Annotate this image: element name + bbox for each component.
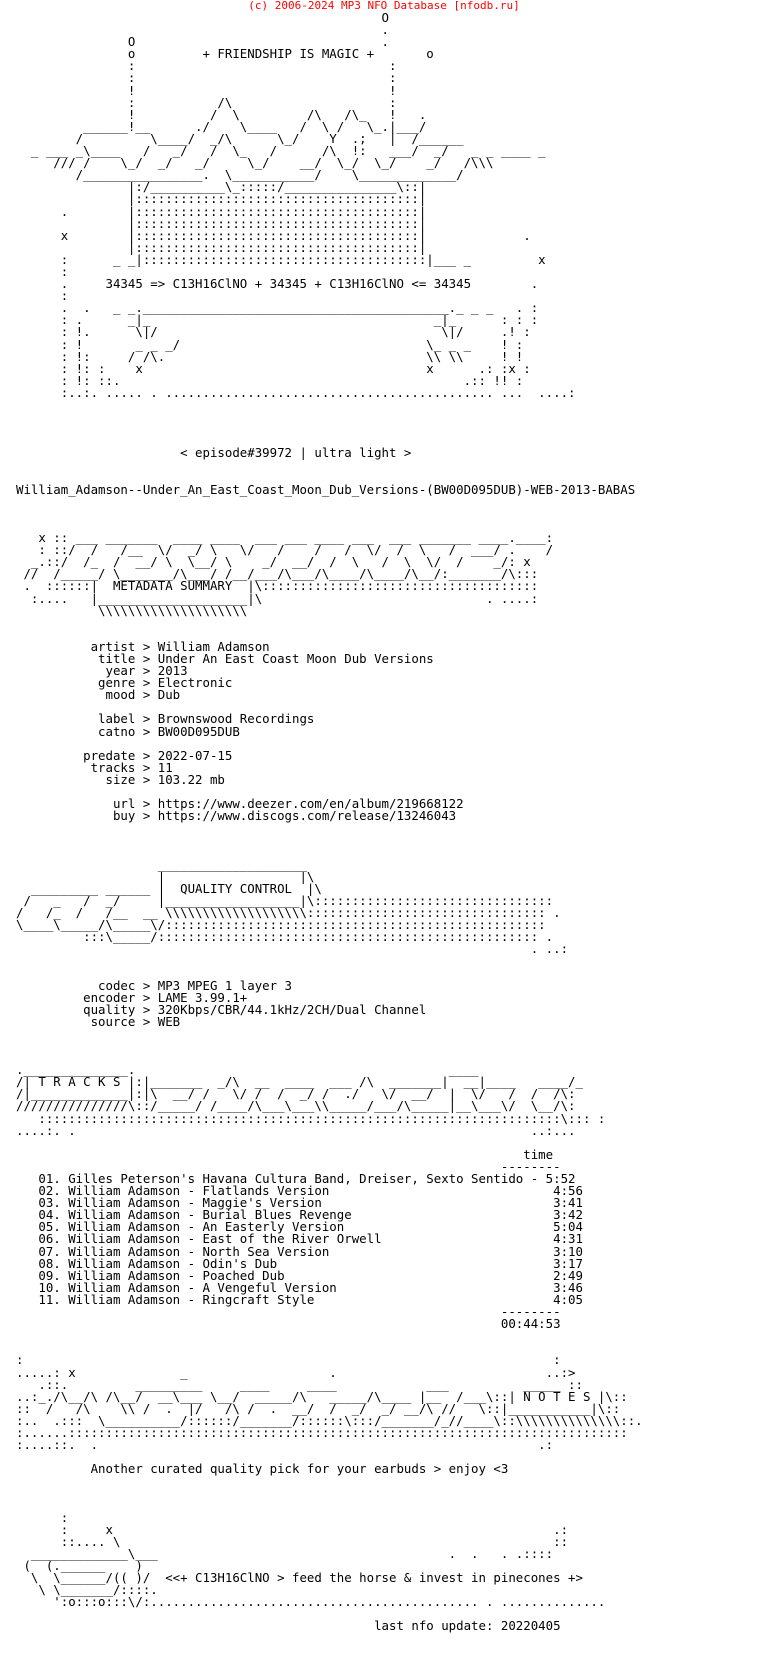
nfo-line: encoder > LAME 3.99.1+ <box>16 989 248 1005</box>
nfo-line: catno > BW00D095DUB <box>16 723 240 739</box>
nfo-line: : !: ::. .:: !! : <box>16 372 524 388</box>
nfo-line: : : <box>16 58 397 74</box>
nfo-line: x |::::::::::::::::::::::::::::::::::::::| . <box>16 227 531 243</box>
nfo-line: . . _ _._________________________________________._ _ _ . : <box>16 300 539 316</box>
nfo-line: _ ___ _\____ / _/ / \_ / /\ !: ___/ _/ _ _ ____ _ <box>16 143 546 159</box>
nfo-line: / _ / _/ |__________________|\:::::::::::::::::::::::::::::::: <box>16 892 554 908</box>
nfo-line: 04. William Adamson - Burial Blues Revenge 3:42 <box>16 1207 583 1223</box>
nfo-line: title > Under An East Coast Moon Dub Versions <box>16 650 434 666</box>
nfo-line: \\\\\\\\\\\\\\\\\\\\ <box>16 602 248 618</box>
nfo-line: O . <box>16 34 389 50</box>
nfo-line: ____________________ <box>16 856 307 872</box>
nfo-line: Another curated quality pick for your earbuds > enjoy <3 <box>16 1461 509 1477</box>
nfo-line: o + FRIENDSHIP IS MAGIC + o <box>16 46 434 62</box>
nfo-line: genre > Electronic <box>16 675 233 691</box>
nfo-line: |::::::::::::::::::::::::::::::::::::::| <box>16 191 427 207</box>
nfo-line: /________________. \___________/ \_____________/ <box>16 167 464 183</box>
nfo-line: : : <box>16 70 397 86</box>
nfo-line: buy > https://www.discogs.com/release/13246043 <box>16 808 457 824</box>
nfo-line: label > Brownswood Recordings <box>16 711 315 727</box>
nfo-line: 09. William Adamson - Poached Dub 2:49 <box>16 1267 583 1283</box>
nfo-line: predate > 2022-07-15 <box>16 747 233 763</box>
nfo-line: .....: x _ . ..:> <box>16 1364 576 1380</box>
nfo-text-block <box>16 12 764 1633</box>
nfo-line: . <box>16 22 389 38</box>
nfo-line: : ! _ _ _/ \_ _ _ ! : <box>16 336 524 352</box>
nfo-line: codec > MP3 MPEG 1 layer 3 <box>16 977 293 993</box>
nfo-line: 01. Gilles Peterson's Havana Cultura Band, Dreiser, Sexto Sentido - 5:52 <box>16 1171 576 1186</box>
nfo-line: 00:44:53 <box>16 1316 561 1332</box>
nfo-line: _____________\___ . . . .:::: <box>16 1545 554 1561</box>
nfo-line: :: / /\ \\ / . |/ /\ / . __/ / _/ _/ __/\ // \::|___________|\:: <box>16 1400 621 1416</box>
nfo-line: : x .: <box>16 1521 569 1537</box>
nfo-line: . 34345 => C13H16ClNO + 34345 + C13H16ClNO <= 34345 . <box>16 276 539 292</box>
nfo-line: : <box>16 1509 69 1525</box>
nfo-line: ':o:::o:::\/:............................................ . .............. <box>16 1594 606 1610</box>
nfo-line: O <box>16 12 389 25</box>
nfo-line: ( (.______ ) <box>16 1558 143 1573</box>
nfo-line: mood > Dub <box>16 687 181 703</box>
nfo-line: size > 103.22 mb <box>16 771 225 787</box>
nfo-line: source > WEB <box>16 1013 181 1029</box>
nfo-line: 07. William Adamson - North Sea Version 3:10 <box>16 1243 583 1259</box>
nfo-line: .______________. ____ <box>16 1062 479 1078</box>
nfo-line: :.. .::: \__________/::::::/_______/::::::\:::/_______/_//____\::\\\\\\\\\\\\\\::. <box>16 1412 643 1428</box>
nfo-line: _________ ______ | QUALITY CONTROL |\ <box>16 880 322 896</box>
nfo-line: ....:. . ..:... <box>16 1122 576 1138</box>
nfo-line: 08. William Adamson - Odin's Dub 3:17 <box>16 1255 583 1271</box>
nfo-line: /|_____________|:|\ __/ / \/ / / _/ / ./ \/ __/ | \/ / / /\: <box>16 1086 576 1102</box>
nfo-line: ______!__ ./ \____ / \ / \_.|___/ <box>16 118 427 134</box>
nfo-line: 10. William Adamson - A Vengeful Version 3:46 <box>16 1279 583 1295</box>
nfo-line: . ::::::| METADATA SUMMARY |\::::::::::::::::::::::::::::::::::::: <box>16 578 539 594</box>
nfo-line: |::::::::::::::::::::::::::::::::::::::| <box>16 239 427 255</box>
nfo-line: 05. William Adamson - An Easterly Version 5:04 <box>16 1219 583 1235</box>
nfo-line: ..:_./\__/\ /\__/ __\___ \__/ _____/\ _____/\____ |__ /___\::| N O T E S |\:: <box>16 1388 628 1404</box>
nfo-line: :....::. . .: <box>16 1437 554 1453</box>
nfo-line: /// / \_/ _/ _/ \_/ __/ \_/ \_/ _/ /\\\ <box>16 155 494 171</box>
nfo-line: : ::/ / /__ \/ _/ \ \/ / / / \/ / \ / ___/ . / <box>16 542 554 558</box>
nfo-line: artist > William Adamson <box>16 638 270 654</box>
nfo-line: : <box>16 263 69 279</box>
nfo-line: ///////////////\::/_____/ /____/\___\___\\_____/___/\_____|__\___\/ \__/\: <box>16 1098 576 1114</box>
nfo-line: :..:. ..... . ............................................ ... ....: <box>16 384 576 400</box>
nfo-line: tracks > 11 <box>16 759 173 775</box>
nfo-line: year > 2013 <box>16 663 188 679</box>
nfo-line: : : <box>16 1352 561 1368</box>
site-header: (c) 2006-2024 MP3 NFO Database [nfodb.ru] <box>248 0 520 12</box>
nfo-line: \____\_____/\_____\/::::::::::::::::::::::::::::::::::::::::::::::::::: <box>16 917 546 933</box>
nfo-line: : /\ : <box>16 94 397 110</box>
nfo-line: quality > 320Kbps/CBR/44.1kHz/2CH/Dual Channel <box>16 1001 427 1017</box>
nfo-line: : !: : x x .: :x : <box>16 360 531 376</box>
nfo-line: William_Adamson--Under_An_East_Coast_Moon_Dub_Versions-(BW00D095DUB)-WEB-2013-BABAS <box>16 481 636 497</box>
nfo-line: 02. William Adamson - Flatlands Version 4:56 <box>16 1183 583 1199</box>
nfo-line: :......::::::::::::::::::::::::::::::::::::::::::::::::::::::::::::::::::::::::::: <box>16 1424 628 1440</box>
nfo-line: . ..: <box>16 941 569 957</box>
nfo-line: : !: / /\. \\ \\ ! ! <box>16 348 524 364</box>
nfo-line: /| T R A C K S |:|_______ _/\ __ ____ ___ /\ _______| __|____ ____/_ <box>16 1074 583 1090</box>
nfo-line: . |::::::::::::::::::::::::::::::::::::::| <box>16 203 427 219</box>
nfo-line: : <box>16 288 69 304</box>
nfo-line: : !. \|/ \|/ .! : <box>16 324 531 340</box>
nfo-line: _.::/ /_ / __/ \ \__/ \ _/ __/ / \ / \ \/ / _/: x <box>16 554 531 570</box>
nfo-line: :.... |____________________|\ . ....: <box>16 590 539 606</box>
nfo-line: |:/__________\_:::::/_______________\::| <box>16 179 427 195</box>
nfo-line: :::\_____/::::::::::::::::::::::::::::::::::::::::::::::::::: . <box>16 929 554 945</box>
nfo-line: time <box>16 1146 554 1162</box>
nfo-line: // /_____/ \_______/\___/ /__/___/\___/\____/\____/\__/:_______/\::: <box>16 566 539 582</box>
nfo-line: 11. William Adamson - Ringcraft Style 4:05 <box>16 1291 583 1307</box>
nfo-line: last nfo update: 20220405 <box>16 1618 561 1633</box>
nfo-line: \ \_______/::::. <box>16 1582 158 1598</box>
nfo-line: : _ _|::::::::::::::::::::::::::::::::::::::|___ _ x <box>16 251 546 267</box>
nfo-line: \ \______/(( )/ <<+ C13H16ClNO > feed the horse & invest in pinecones +> <box>16 1570 583 1586</box>
nfo-line: ::.... \ :: <box>16 1533 569 1549</box>
nfo-line: 03. William Adamson - Maggie's Version 3:41 <box>16 1195 583 1211</box>
nfo-line: .::. _________ ____ ____ ___ _____ :: <box>16 1376 583 1392</box>
nfo-line: / /_ / /__ __ \\\\\\\\\\\\\\\\\\\:::::::::::::::::::::::::::::::: . <box>16 904 561 920</box>
nfo-line: 06. William Adamson - East of the River Orwell 4:31 <box>16 1231 583 1247</box>
nfo-line: < episode#39972 | ultra light > <box>16 445 412 461</box>
nfo-line: | |\ <box>16 868 315 884</box>
nfo-line: -------- <box>16 1158 561 1174</box>
nfo-line: |::::::::::::::::::::::::::::::::::::::| <box>16 215 427 231</box>
nfo-line: ::::::::::::::::::::::::::::::::::::::::::::::::::::::::::::::::::::::\::: : <box>16 1110 606 1126</box>
nfo-line: : . _|_ _|_ : : : <box>16 312 539 328</box>
nfo-line: url > https://www.deezer.com/en/album/219668122 <box>16 796 464 812</box>
nfo-line: x :: ___ _______ ____ ____ ___ ___ ____ ___ ___ _______ ____.____: <box>16 530 554 546</box>
nfo-line: / \____/ _/\ \_/ Y .; | /______ <box>16 130 464 146</box>
nfo-line: -------- <box>16 1304 561 1320</box>
nfo-line: ! ! <box>16 82 397 98</box>
nfo-line: ! / \ /\ /\_ ! . <box>16 106 427 122</box>
